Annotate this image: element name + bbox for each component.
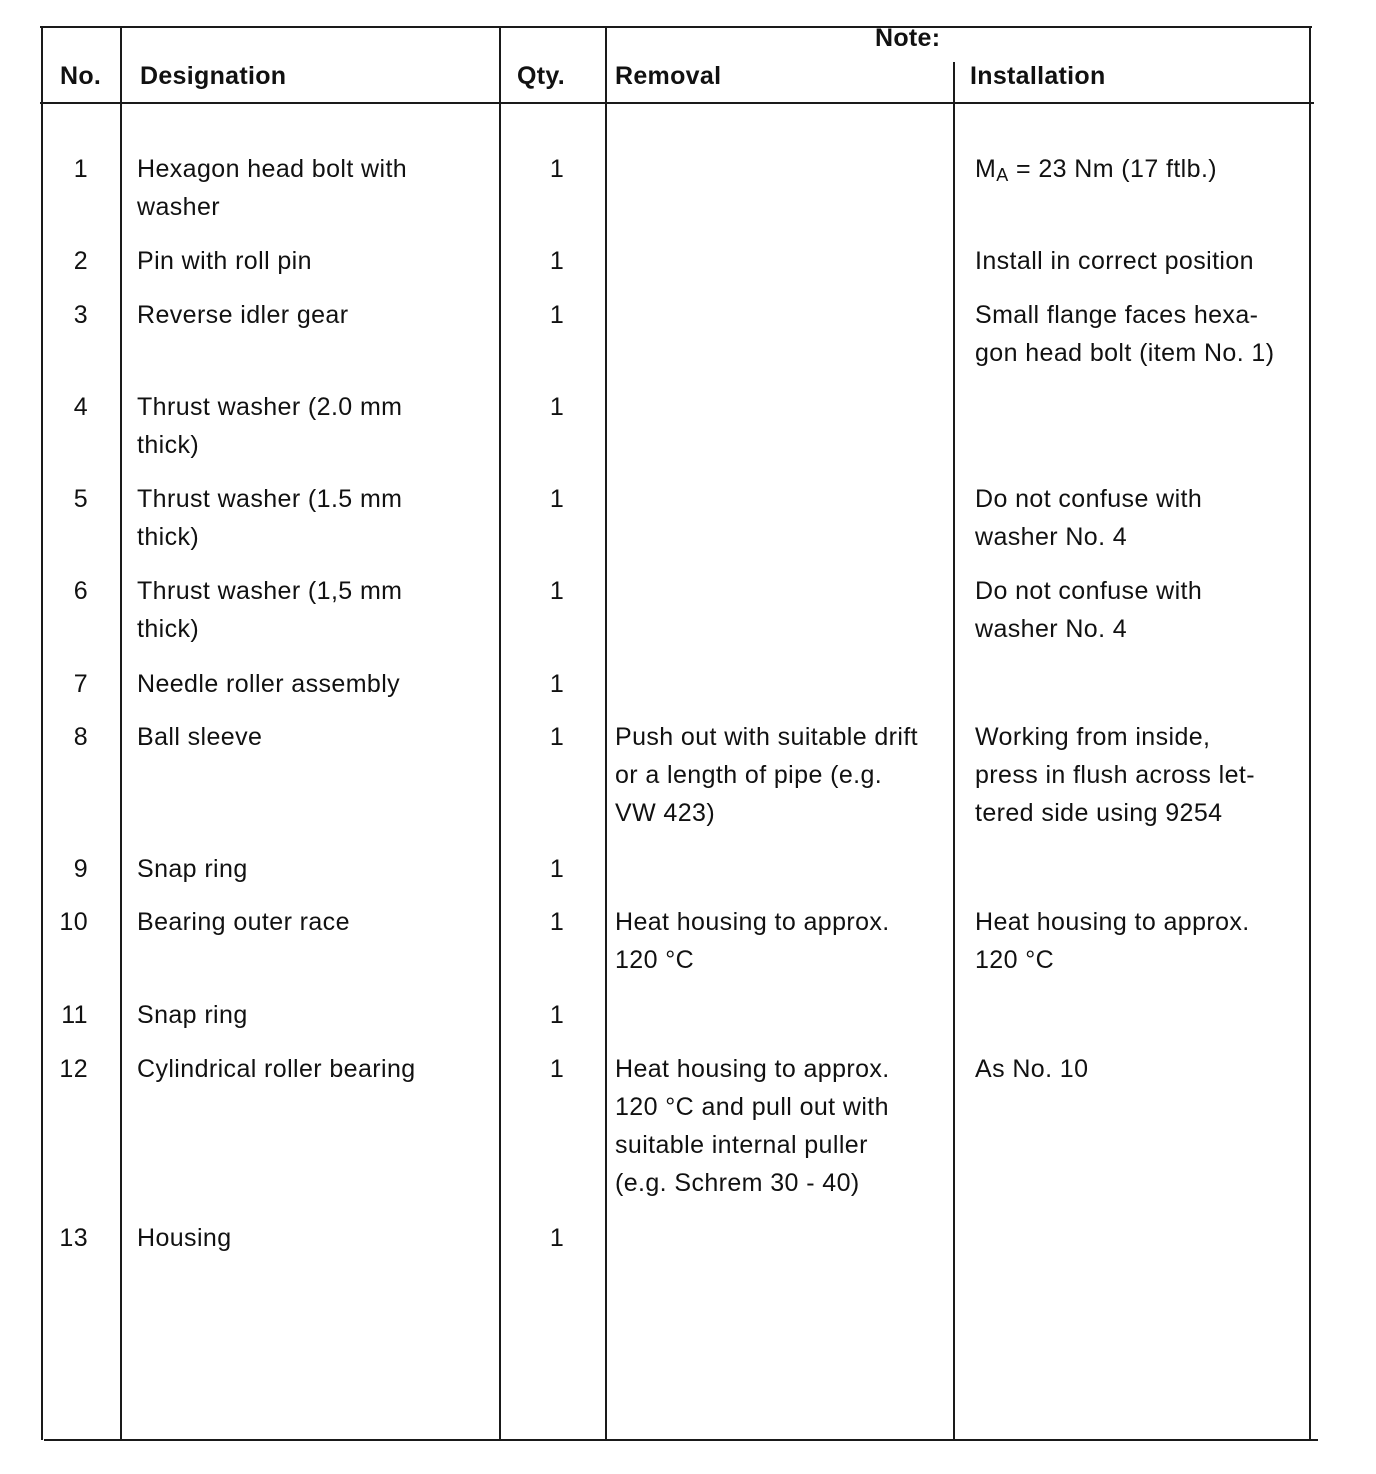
installation-cell-line: As No. 10 xyxy=(975,1055,1089,1083)
installation-cell xyxy=(975,150,1217,194)
designation-cell-line: Hexagon head bolt with xyxy=(137,155,408,183)
installation-cell-line: 120 °C xyxy=(975,946,1055,974)
designation-cell xyxy=(137,388,402,464)
removal-cell xyxy=(615,1050,890,1202)
qty-cell: 1 xyxy=(549,908,565,936)
designation-cell xyxy=(137,665,400,703)
designation-cell xyxy=(137,572,402,648)
qty-cell: 1 xyxy=(549,670,565,698)
installation-cell-line: tered side using 9254 xyxy=(975,799,1223,827)
installation-cell-line: Working from inside, xyxy=(975,723,1211,751)
row-number: 5 xyxy=(73,485,88,513)
designation-cell xyxy=(137,1219,232,1257)
qty-cell: 1 xyxy=(549,1055,565,1083)
header-no: No. xyxy=(60,62,102,90)
table-top-rule xyxy=(40,26,1312,28)
designation-cell-line: thick) xyxy=(137,615,200,643)
header-removal: Removal xyxy=(615,62,722,90)
removal-cell-line: Heat housing to approx. xyxy=(615,1055,890,1083)
designation-cell-line: Housing xyxy=(137,1224,232,1252)
installation-cell xyxy=(975,242,1254,280)
designation-cell xyxy=(137,718,262,756)
column-divider-removal xyxy=(953,62,955,1440)
removal-cell-line: or a length of pipe (e.g. xyxy=(615,761,883,789)
installation-cell xyxy=(975,718,1255,832)
removal-cell-line: Heat housing to approx. xyxy=(615,908,890,936)
designation-cell-line: Ball sleeve xyxy=(137,723,263,751)
installation-cell xyxy=(975,1050,1088,1088)
row-number: 11 xyxy=(61,1001,88,1029)
column-divider-right-edge xyxy=(1309,26,1311,1440)
table-bottom-rule xyxy=(44,1439,1318,1441)
removal-cell xyxy=(615,903,890,979)
designation-cell-line: Thrust washer (1,5 mm xyxy=(137,577,403,605)
qty-cell: 1 xyxy=(549,485,565,513)
installation-cell-line: Small flange faces hexa- xyxy=(975,301,1259,329)
qty-cell: 1 xyxy=(549,577,565,605)
designation-cell-line: washer xyxy=(137,193,220,221)
installation-cell-line: Do not confuse with xyxy=(975,577,1203,605)
column-divider-qty xyxy=(605,26,607,1440)
designation-cell-line: Reverse idler gear xyxy=(137,301,349,329)
removal-cell-line: 120 °C xyxy=(615,946,695,974)
designation-cell xyxy=(137,242,312,280)
removal-cell xyxy=(615,718,918,832)
qty-cell: 1 xyxy=(549,247,565,275)
installation-cell xyxy=(975,296,1274,372)
installation-cell-line: Heat housing to approx. xyxy=(975,908,1250,936)
installation-cell xyxy=(975,903,1250,979)
designation-cell-line: Snap ring xyxy=(137,1001,248,1029)
installation-cell-line: gon head bolt (item No. 1) xyxy=(975,339,1275,367)
designation-cell xyxy=(137,903,350,941)
designation-cell-line: thick) xyxy=(137,431,200,459)
installation-cell-line: washer No. 4 xyxy=(975,615,1128,643)
row-number: 13 xyxy=(59,1224,88,1252)
row-number: 4 xyxy=(73,393,88,421)
qty-cell: 1 xyxy=(549,723,565,751)
removal-cell-line: VW 423) xyxy=(615,799,716,827)
removal-cell-line: Push out with suitable drift xyxy=(615,723,919,751)
row-number: 6 xyxy=(73,577,88,605)
qty-cell: 1 xyxy=(549,1001,565,1029)
header-designation: Designation xyxy=(140,62,287,90)
qty-cell: 1 xyxy=(549,155,565,183)
designation-cell xyxy=(137,1050,416,1088)
column-divider-no xyxy=(120,26,122,1440)
qty-cell: 1 xyxy=(549,301,565,329)
row-number: 8 xyxy=(73,723,88,751)
qty-cell: 1 xyxy=(549,393,565,421)
removal-cell-line: 120 °C and pull out with xyxy=(615,1093,889,1121)
header-qty: Qty. xyxy=(517,62,565,90)
installation-cell-line: Do not confuse with xyxy=(975,485,1203,513)
row-number: 3 xyxy=(73,301,88,329)
row-number: 12 xyxy=(59,1055,88,1083)
header-note: Note: xyxy=(875,24,941,52)
qty-cell: 1 xyxy=(549,1224,565,1252)
header-bottom-rule xyxy=(40,102,1314,104)
designation-cell-line: Thrust washer (2.0 mm xyxy=(137,393,403,421)
row-number: 10 xyxy=(59,908,88,936)
designation-cell-line: Bearing outer race xyxy=(137,908,350,936)
designation-cell xyxy=(137,150,407,226)
designation-cell-line: Needle roller assembly xyxy=(137,670,401,698)
designation-cell xyxy=(137,996,248,1034)
designation-cell xyxy=(137,480,402,556)
designation-cell xyxy=(137,296,348,334)
designation-cell-line: Snap ring xyxy=(137,855,248,883)
designation-cell xyxy=(137,850,248,888)
installation-cell-line: $M_A = 23$ Nm (17 ftlb.) xyxy=(975,155,1218,185)
installation-cell-line: washer No. 4 xyxy=(975,523,1128,551)
row-number: 1 xyxy=(73,155,88,183)
qty-cell: 1 xyxy=(549,855,565,883)
row-number: 9 xyxy=(73,855,88,883)
installation-cell-line: press in flush across let- xyxy=(975,761,1255,789)
installation-cell-line: Install in correct position xyxy=(975,247,1254,275)
designation-cell-line: thick) xyxy=(137,523,200,551)
removal-cell-line: (e.g. Schrem 30 - 40) xyxy=(615,1169,860,1197)
row-number: 2 xyxy=(73,247,88,275)
designation-cell-line: Cylindrical roller bearing xyxy=(137,1055,416,1083)
designation-cell-line: Thrust washer (1.5 mm xyxy=(137,485,403,513)
designation-cell-line: Pin with roll pin xyxy=(137,247,312,275)
installation-cell xyxy=(975,480,1202,556)
column-divider-designation xyxy=(499,26,501,1440)
removal-cell-line: suitable internal puller xyxy=(615,1131,868,1159)
header-installation: Installation xyxy=(970,62,1106,90)
installation-cell xyxy=(975,572,1202,648)
row-number: 7 xyxy=(73,670,88,698)
